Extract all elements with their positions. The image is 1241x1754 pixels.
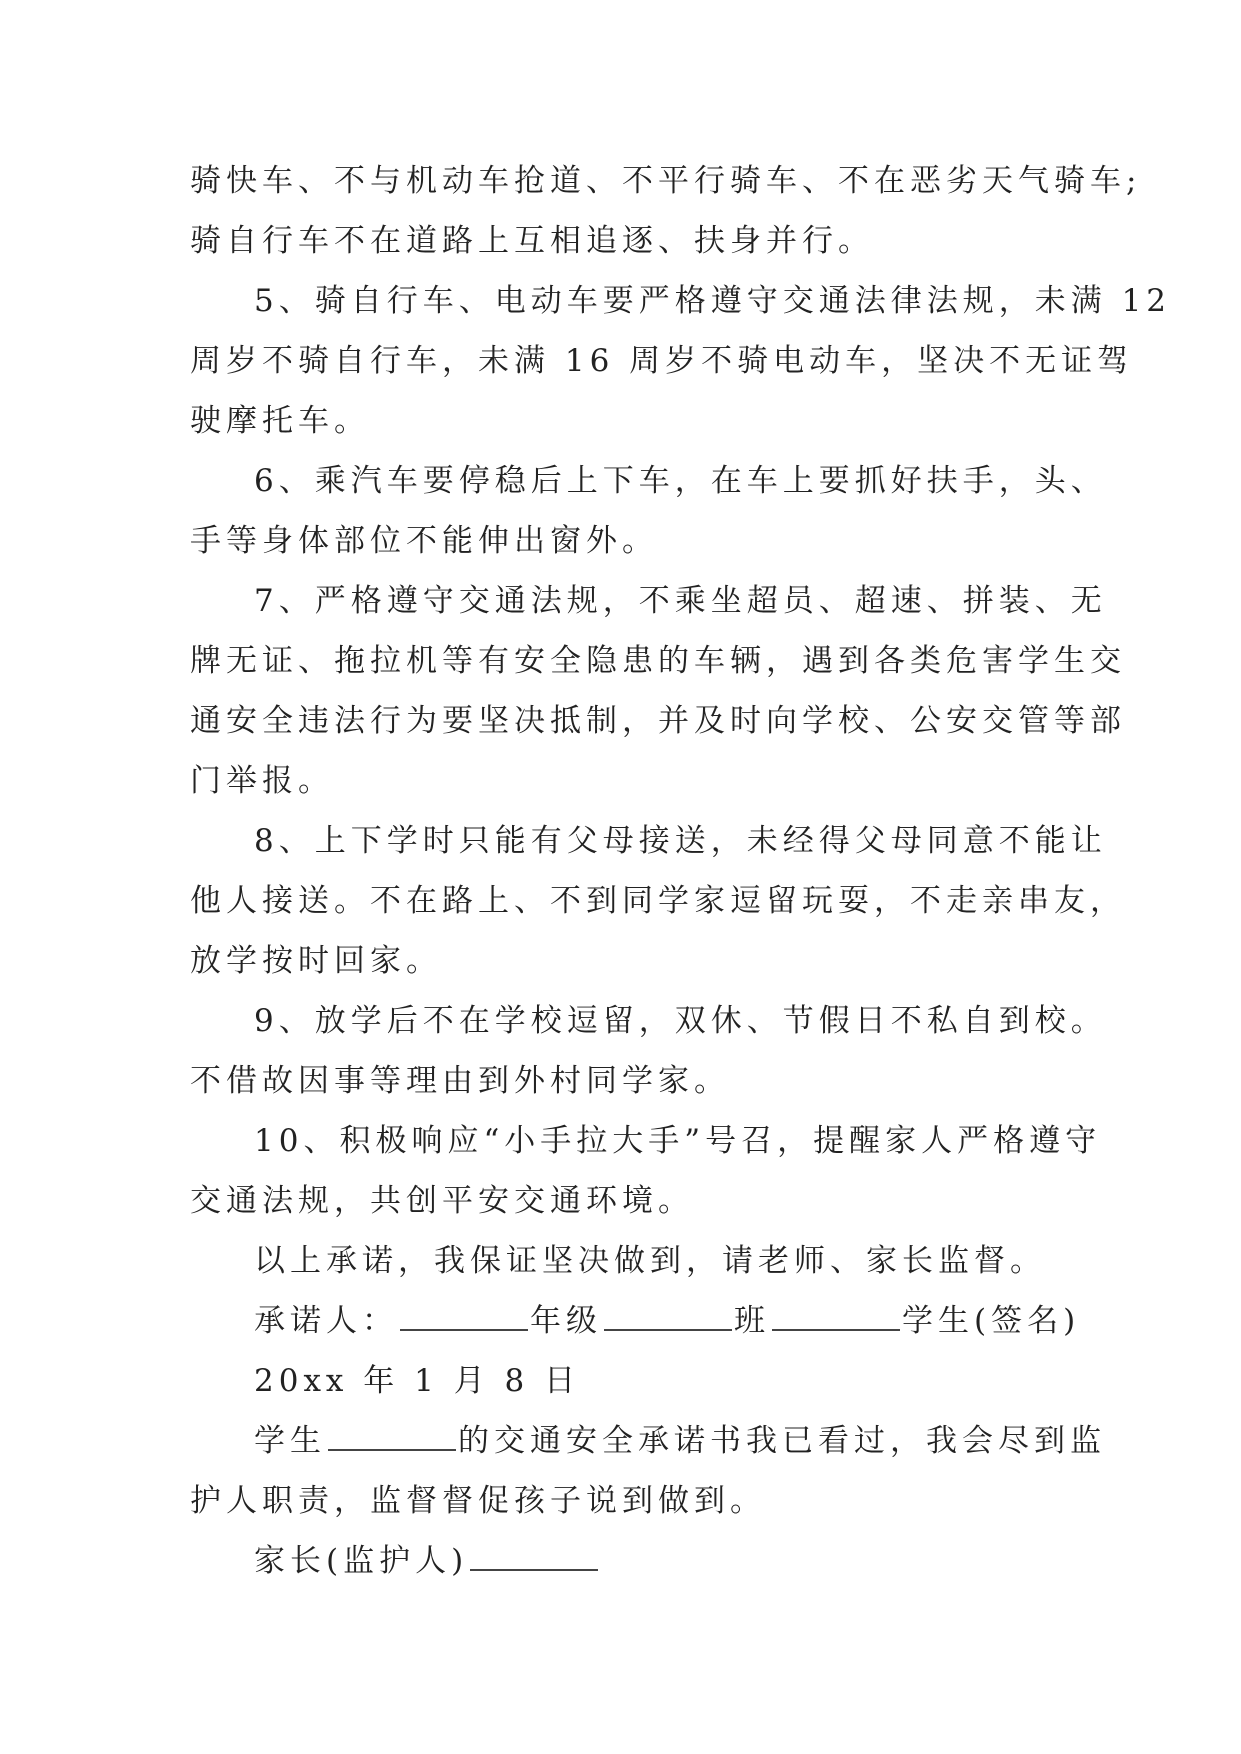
text-line: 通安全违法行为要坚决抵制，并及时向学校、公安交管等部 [190, 703, 1126, 739]
pledger-blank[interactable] [400, 1301, 528, 1331]
date-line: 20xx 年 1 月 8 日 [254, 1363, 581, 1399]
grade-blank[interactable] [604, 1301, 732, 1331]
pledge-statement: 以上承诺，我保证坚决做到，请老师、家长监督。 [254, 1243, 1046, 1279]
text-line: 门举报。 [190, 763, 334, 799]
parent-confirm-student-label: 学生 [254, 1423, 326, 1459]
rule-6-line: 6、乘汽车要停稳后上下车，在车上要抓好扶手，头、 [254, 463, 1107, 499]
text-line: 骑快车、不与机动车抢道、不平行骑车、不在恶劣天气骑车; [190, 163, 1142, 199]
rule-8-line: 8、上下学时只能有父母接送，未经得父母同意不能让 [254, 823, 1107, 859]
student-name-blank[interactable] [328, 1421, 456, 1451]
text-line: 他人接送。不在路上、不到同学家逗留玩耍，不走亲串友， [190, 883, 1126, 919]
text-line: 交通法规，共创平安交通环境。 [190, 1183, 694, 1219]
rule-10-line: 10、积极响应“小手拉大手”号召，提醒家人严格遵守 [254, 1123, 1102, 1159]
class-label: 班 [734, 1303, 770, 1339]
text-line: 驶摩托车。 [190, 403, 370, 439]
pledger-line [190, 1291, 1090, 1351]
document-body [190, 151, 1172, 1591]
guardian-label: 家长(监护人) [254, 1543, 469, 1579]
text-line: 放学按时回家。 [190, 943, 442, 979]
text-line: 牌无证、拖拉机等有安全隐患的车辆，遇到各类危害学生交 [190, 643, 1126, 679]
student-sign-label: 学生(签名) [902, 1303, 1081, 1339]
rule-7-line: 7、严格遵守交通法规，不乘坐超员、超速、拼装、无 [254, 583, 1107, 619]
grade-label: 年级 [530, 1303, 602, 1339]
class-blank[interactable] [772, 1301, 900, 1331]
text-line: 不借故因事等理由到外村同学家。 [190, 1063, 730, 1099]
text-line: 护人职责，监督督促孩子说到做到。 [190, 1483, 766, 1519]
text-line: 骑自行车不在道路上互相追逐、扶身并行。 [190, 223, 874, 259]
rule-5-line: 5、骑自行车、电动车要严格遵守交通法律法规，未满 12 [254, 283, 1172, 319]
parent-confirm-text: 的交通安全承诺书我已看过，我会尽到监 [458, 1423, 1106, 1459]
text-line: 周岁不骑自行车，未满 16 周岁不骑电动车，坚决不无证驾 [190, 343, 1134, 379]
guardian-blank[interactable] [470, 1541, 598, 1571]
guardian-line [190, 1531, 1090, 1591]
text-line: 手等身体部位不能伸出窗外。 [190, 523, 658, 559]
pledger-label: 承诺人： [254, 1303, 398, 1339]
rule-9-line: 9、放学后不在学校逗留，双休、节假日不私自到校。 [254, 1003, 1107, 1039]
parent-confirm-line [190, 1411, 1106, 1471]
